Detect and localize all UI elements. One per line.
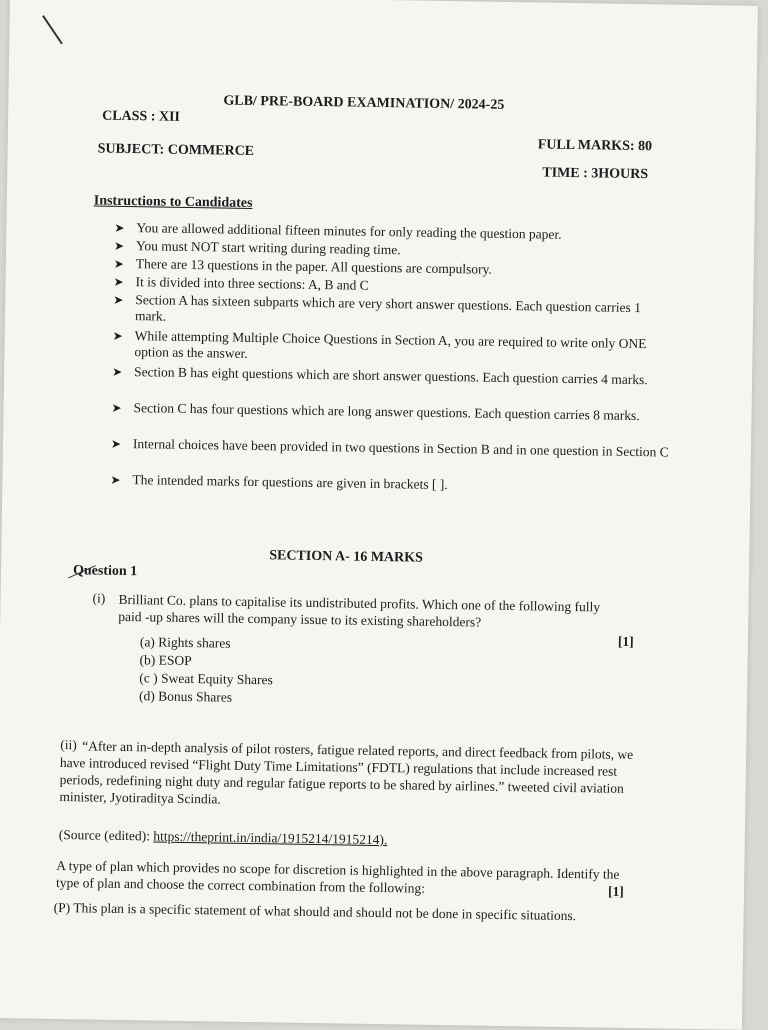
- instructions-heading: Instructions to Candidates: [93, 193, 253, 211]
- exam-title: GLB/ PRE-BOARD EXAMINATION/ 2024-25: [223, 93, 505, 113]
- option-c: (c ) Sweat Equity Shares: [139, 670, 273, 688]
- arrow-bullet-icon: ➤: [112, 364, 123, 379]
- pen-mark: [42, 15, 63, 44]
- marks-badge: [1]: [617, 633, 634, 650]
- subject-label: SUBJECT: COMMERCE: [97, 141, 255, 159]
- question-prompt: A type of plan which provides no scope for discretion is highlighted in the above paragraph. Identify the type of plan and choose the correct combination from the following:: [55, 857, 620, 896]
- instruction-item: ➤ Section A has sixteen subparts which are very short answer questions. Each question carries 1 mark.: [113, 292, 642, 324]
- question-text: “After an in-depth analysis of pilot rosters, fatigue related reports, and direct feedback from pilots, we have introduced revised “Flight Duty Time Limitations” (FDTL) regulations that include increased rest periods, redefining night duty and regular fatigue reports to be shared by airlines.” tweeted civil aviation minister, Jyotiraditya Scindia.: [59, 738, 634, 807]
- full-marks: FULL MARKS: 80: [537, 137, 653, 155]
- arrow-bullet-icon: ➤: [111, 400, 122, 415]
- instruction-item: ➤ Section B has eight questions which are short answer questions. Each question carries 4 marks.: [112, 364, 648, 388]
- instruction-item: ➤ There are 13 questions in the paper. All questions are compulsory.: [113, 256, 492, 277]
- arrow-bullet-icon: ➤: [113, 238, 125, 253]
- instruction-item: ➤ The intended marks for questions are given in brackets [ ].: [110, 472, 448, 493]
- question-text: Brilliant Co. plans to capitalise its undistributed profits. Which one of the following fully paid -up shares will the company issue to its existing shareholders?: [118, 591, 601, 630]
- arrow-bullet-icon: ➤: [113, 292, 124, 307]
- instruction-item: ➤ Internal choices have been provided in two questions in Section B and in one question in Section C: [110, 436, 669, 460]
- arrow-bullet-icon: ➤: [113, 256, 124, 271]
- source-link[interactable]: https://theprint.in/india/1915214/1915214).: [153, 828, 388, 848]
- option-d: (d) Bonus Shares: [138, 688, 233, 705]
- arrow-bullet-icon: ➤: [112, 328, 123, 343]
- instruction-item: ➤ You are allowed additional fifteen minutes for only reading the question paper.: [114, 220, 562, 242]
- instruction-item: ➤ Section C has four questions which are long answer questions. Each question carries 8 marks.: [111, 400, 640, 424]
- question-1-label: Question 1: [73, 563, 137, 580]
- section-a-heading: SECTION A- 16 MARKS: [269, 548, 423, 566]
- instruction-item: ➤ While attempting Multiple Choice Questions in Section A, you are required to write only ONE option as the answer.: [112, 328, 647, 361]
- question-number: (i): [92, 590, 106, 606]
- source-citation: (Source (edited): https://theprint.in/india/1915214/1915214).: [58, 826, 388, 848]
- arrow-bullet-icon: ➤: [110, 472, 121, 487]
- class-label: CLASS : XII: [102, 108, 181, 125]
- instruction-item: ➤ You must NOT start writing during reading time.: [113, 238, 401, 258]
- option-b: (b) ESOP: [139, 652, 192, 669]
- statement-p: (P) This plan is a specific statement of what should and should not be done in specific situations.: [53, 899, 577, 924]
- option-a: (a) Rights shares: [139, 634, 231, 651]
- question-number: (ii): [60, 737, 77, 753]
- marks-badge: [1]: [607, 883, 624, 899]
- time-label: TIME : 3HOURS: [542, 165, 649, 183]
- instruction-item: ➤ It is divided into three sections: A, B and C: [113, 274, 369, 293]
- arrow-bullet-icon: ➤: [110, 436, 122, 451]
- arrow-bullet-icon: ➤: [114, 220, 125, 235]
- arrow-bullet-icon: ➤: [113, 274, 124, 289]
